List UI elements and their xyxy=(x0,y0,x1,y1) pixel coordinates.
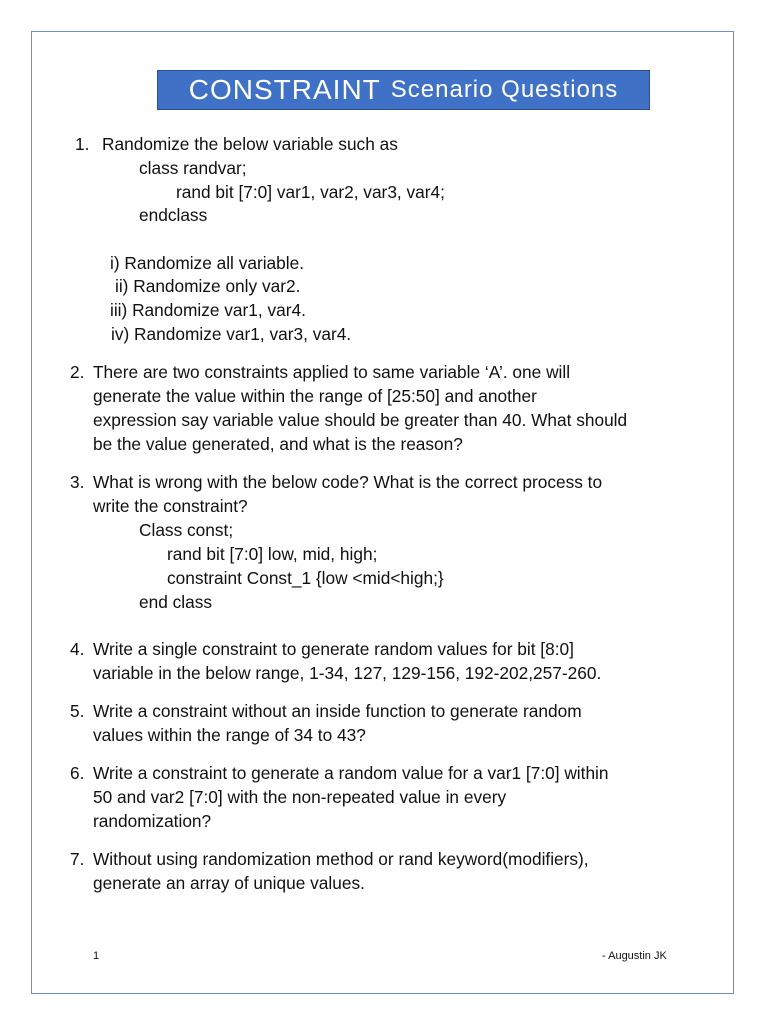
q3-number: 3. xyxy=(70,472,85,492)
page-number: 1 xyxy=(93,950,100,962)
q7-line: generate an array of unique values. xyxy=(93,873,365,893)
q1-number: 1. xyxy=(75,134,90,154)
q1-code-line: endclass xyxy=(139,205,208,225)
title-sub: Scenario Questions xyxy=(390,76,619,103)
q7-number: 7. xyxy=(70,849,85,869)
q2-line: expression say variable value should be greater than 40. What should xyxy=(93,410,628,430)
q5-line: values within the range of 34 to 43? xyxy=(93,725,366,745)
q3-code-line: rand bit [7:0] low, mid, high; xyxy=(167,544,378,564)
author-signature: - Augustin JK xyxy=(602,950,667,962)
q1-sub-item: i) Randomize all variable. xyxy=(110,253,305,273)
q3-line: write the constraint? xyxy=(93,496,248,516)
q3-line: What is wrong with the below code? What is the correct process to xyxy=(93,472,603,492)
q7-line: Without using randomization method or rand keyword(modifiers), xyxy=(93,849,589,869)
q4-number: 4. xyxy=(70,639,85,659)
q2-line: be the value generated, and what is the reason? xyxy=(93,434,463,454)
q6-line: Write a constraint to generate a random value for a var1 [7:0] within xyxy=(93,763,609,783)
q2-number: 2. xyxy=(70,362,85,382)
q6-line: 50 and var2 [7:0] with the non-repeated value in every xyxy=(93,787,507,807)
q1-line: Randomize the below variable such as xyxy=(102,134,398,154)
q6-number: 6. xyxy=(70,763,85,783)
title-main: CONSTRAINT xyxy=(188,74,381,105)
q3-code-line: constraint Const_1 {low <mid<high;} xyxy=(167,568,444,588)
title-banner xyxy=(157,70,650,110)
q6-line: randomization? xyxy=(93,811,212,831)
q2-line: There are two constraints applied to same variable ‘A’. one will xyxy=(93,362,571,382)
q3-code-line: Class const; xyxy=(139,520,234,540)
q1-sub-item: iv) Randomize var1, var3, var4. xyxy=(111,324,352,344)
q1-sub-item: ii) Randomize only var2. xyxy=(115,276,301,296)
q5-number: 5. xyxy=(70,701,85,721)
q1-code-line: class randvar; xyxy=(139,158,247,178)
q4-line: Write a single constraint to generate random values for bit [8:0] xyxy=(93,639,574,659)
q1-sub-item: iii) Randomize var1, var4. xyxy=(110,300,306,320)
q4-line: variable in the below range, 1-34, 127, 129-156, 192-202,257-260. xyxy=(93,663,602,683)
q3-code-line: end class xyxy=(139,592,213,612)
q5-line: Write a constraint without an inside function to generate random xyxy=(93,701,582,721)
q1-code-line: rand bit [7:0] var1, var2, var3, var4; xyxy=(176,182,445,202)
q2-line: generate the value within the range of [25:50] and another xyxy=(93,386,537,406)
